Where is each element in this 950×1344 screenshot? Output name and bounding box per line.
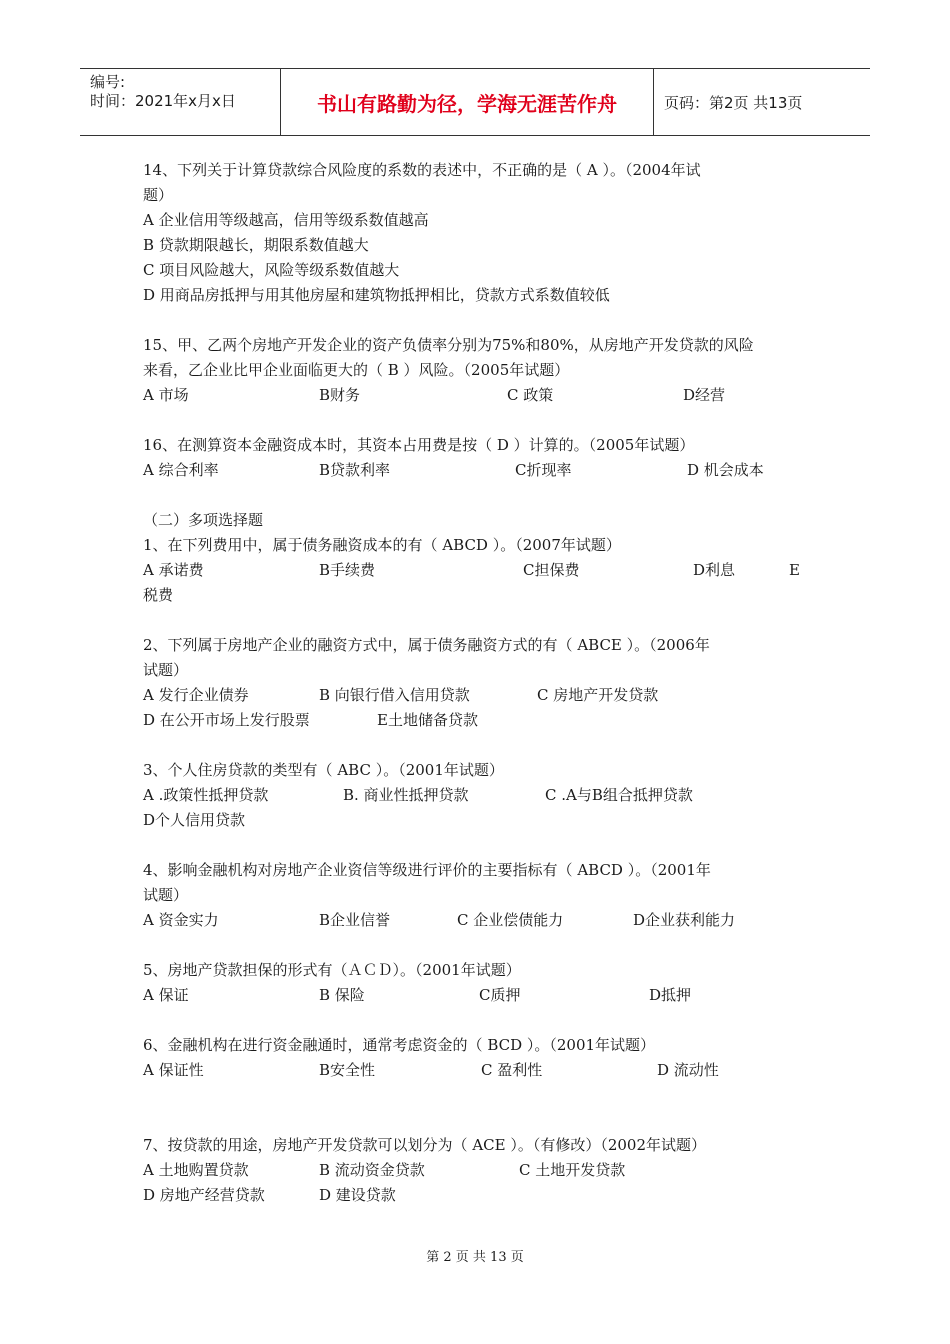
- motto: 书山有路勤为径，学海无涯苦作舟: [281, 69, 654, 135]
- m2-options-row1: [143, 683, 813, 708]
- q16-option-b: B贷款利率: [319, 461, 391, 479]
- m4-option-d: D企业获利能力: [633, 911, 736, 929]
- time-label: 时间：2021年x月x日: [90, 92, 236, 110]
- m4-stem: 4、影响金融机构对房地产企业资信等级进行评价的主要指标有（ ABCD ）。（2001年: [143, 861, 711, 879]
- m3-option-c: C .A与B组合抵押贷款: [545, 786, 693, 804]
- m1-option-b: B手续费: [319, 561, 376, 579]
- number-label: 编号:: [90, 73, 126, 91]
- m3-options-row1: [143, 783, 813, 808]
- m6-option-b: B安全性: [319, 1061, 376, 1079]
- m1-stem: 1、在下列费用中，属于债务融资成本的有（ ABCD ）。（2007年试题）: [143, 536, 621, 554]
- page-info: 页码：第2页 共13页: [664, 94, 803, 112]
- m7-option-e: D 建设贷款: [319, 1186, 396, 1204]
- q15-option-a: A 市场: [143, 386, 189, 404]
- m4-option-a: A 资金实力: [143, 911, 219, 929]
- m6-option-c: C 盈利性: [481, 1061, 543, 1079]
- m2-option-c: C 房地产开发贷款: [537, 686, 659, 704]
- m7-stem: 7、按贷款的用途，房地产开发贷款可以划分为（ ACE ）。（有修改）（2002年试题）: [143, 1136, 707, 1154]
- m5-option-b: B 保险: [319, 986, 365, 1004]
- q15-option-d: D经营: [683, 386, 726, 404]
- m1-options: [143, 558, 813, 583]
- q16-option-c: C折现率: [515, 461, 572, 479]
- m3-option-b: B. 商业性抵押贷款: [343, 786, 469, 804]
- q16-stem: 16、在测算资本金融资成本时，其资本占用费是按（ D ）计算的。（2005年试题）: [143, 436, 695, 454]
- section-heading: （二）多项选择题: [143, 511, 264, 529]
- q14-option-a: A 企业信用等级越高，信用等级系数值越高: [143, 211, 429, 229]
- m4-stem-cont: 试题）: [143, 886, 189, 904]
- m7-option-d: D 房地产经营贷款: [143, 1186, 265, 1204]
- m2-option-a: A 发行企业债券: [143, 686, 249, 704]
- q15-stem: 15、甲、乙两个房地产开发企业的资产负债率分别为75%和80%，从房地产开发贷款的风险: [143, 336, 754, 354]
- m3-option-d: D个人信用贷款: [143, 811, 246, 829]
- m7-option-a: A 土地购置贷款: [143, 1161, 249, 1179]
- page-footer: 第 2 页 共 13 页: [426, 1250, 524, 1265]
- q15-stem-cont: 来看，乙企业比甲企业面临更大的（ B ）风险。（2005年试题）: [143, 361, 570, 379]
- m2-stem: 2、下列属于房地产企业的融资方式中，属于债务融资方式的有（ ABCE ）。（2006年: [143, 636, 710, 654]
- m2-stem-cont: 试题）: [143, 661, 189, 679]
- document-body: [143, 158, 813, 1208]
- m2-option-d: D 在公开市场上发行股票: [143, 711, 310, 729]
- q15-options: [143, 383, 813, 408]
- m2-option-b: B 向银行借入信用贷款: [319, 686, 470, 704]
- q16-option-a: A 综合利率: [143, 461, 219, 479]
- q14-option-c: C 项目风险越大，风险等级系数值越大: [143, 261, 400, 279]
- q16-options: [143, 458, 813, 483]
- header-meta: [80, 69, 281, 135]
- q14-stem: 14、下列关于计算贷款综合风险度的系数的表述中，不正确的是（ A ）。（2004年试: [143, 161, 701, 179]
- m6-options: [143, 1058, 813, 1083]
- m2-options-row2: [143, 708, 813, 733]
- m1-option-e: E: [789, 561, 800, 579]
- m5-option-a: A 保证: [143, 986, 189, 1004]
- q14-option-b: B 贷款期限越长，期限系数值越大: [143, 236, 369, 254]
- q15-option-b: B财务: [319, 386, 361, 404]
- m3-stem: 3、个人住房贷款的类型有（ ABC ）。（2001年试题）: [143, 761, 504, 779]
- m4-option-b: B企业信誉: [319, 911, 391, 929]
- m6-option-d: D 流动性: [657, 1061, 719, 1079]
- m7-option-b: B 流动资金贷款: [319, 1161, 425, 1179]
- m5-options: [143, 983, 813, 1008]
- m6-stem: 6、金融机构在进行资金融通时，通常考虑资金的（ BCD ）。（2001年试题）: [143, 1036, 656, 1054]
- page-header: [80, 68, 870, 136]
- q15-option-c: C 政策: [507, 386, 554, 404]
- q16-option-d: D 机会成本: [687, 461, 764, 479]
- m7-options-row1: [143, 1158, 813, 1183]
- m4-option-c: C 企业偿债能力: [457, 911, 564, 929]
- m7-option-c: C 土地开发贷款: [519, 1161, 626, 1179]
- m5-stem: 5、房地产贷款担保的形式有（ＡＣＤ）。（2001年试题）: [143, 961, 521, 979]
- m4-options: [143, 908, 813, 933]
- m1-option-e-cont: 税费: [143, 586, 174, 604]
- m5-option-c: C质押: [479, 986, 521, 1004]
- m2-option-e: E土地储备贷款: [377, 711, 478, 729]
- q14-stem-cont: 题）: [143, 186, 174, 204]
- m1-option-c: C担保费: [523, 561, 580, 579]
- m1-option-d: D利息: [693, 561, 736, 579]
- m7-options-row2: [143, 1183, 813, 1208]
- q14-option-d: D 用商品房抵押与用其他房屋和建筑物抵押相比，贷款方式系数值较低: [143, 286, 610, 304]
- m6-option-a: A 保证性: [143, 1061, 204, 1079]
- m5-option-d: D抵押: [649, 986, 692, 1004]
- m3-option-a: A .政策性抵押贷款: [143, 786, 269, 804]
- m1-option-a: A 承诺费: [143, 561, 204, 579]
